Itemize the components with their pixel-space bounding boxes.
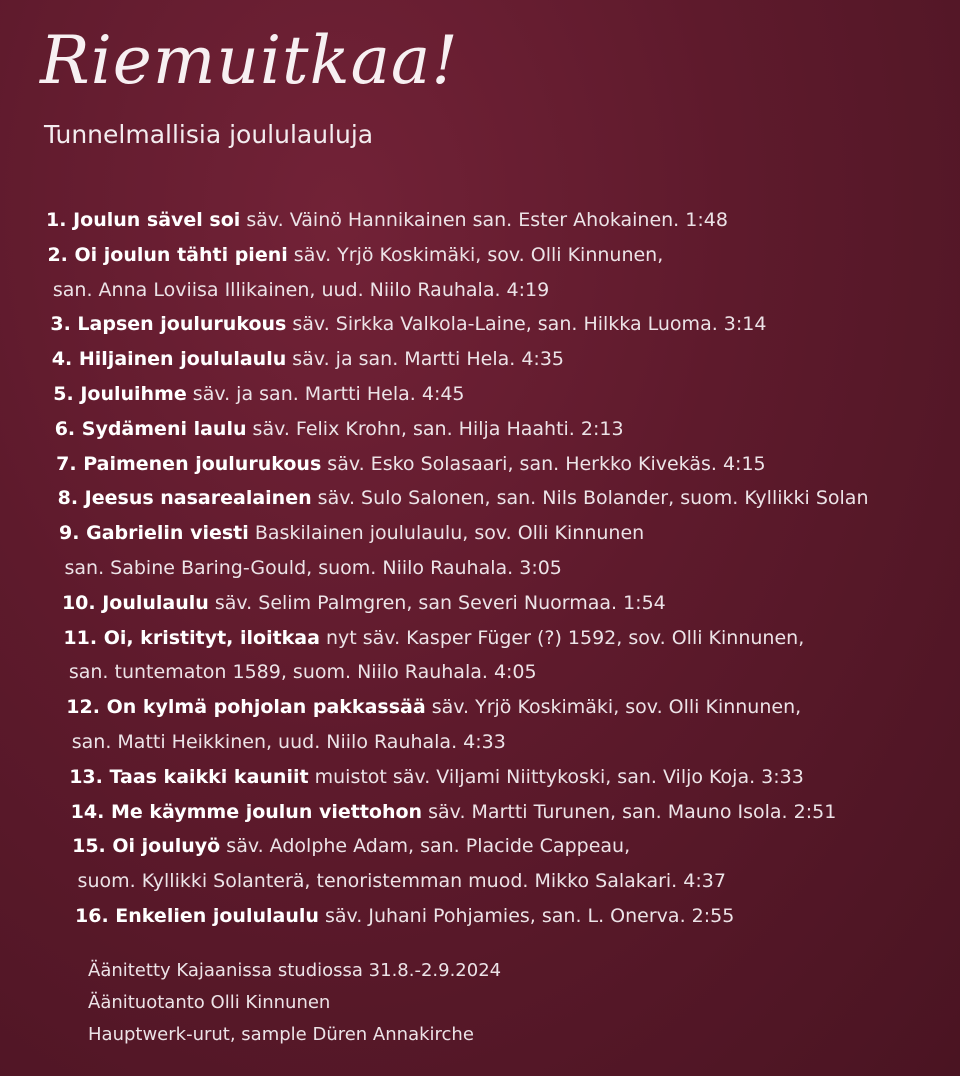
track-row — [0, 412, 960, 447]
track-row — [0, 203, 960, 238]
track-credits: säv. ja san. Martti Hela. 4:45 — [192, 382, 465, 405]
track-credits: säv. ja san. Martti Hela. 4:35 — [292, 348, 565, 371]
track-credits: san. Anna Loviisa Illikainen, uud. Niilo Rauhala. 4:19 — [52, 278, 550, 301]
track-title — [50, 313, 286, 335]
track-credits: säv. Sirkka Valkola-Laine, san. Hilkka Luoma. 3:14 — [292, 313, 767, 336]
track-number: 13. — [69, 765, 103, 788]
track-number: 4. — [51, 348, 73, 371]
track-number: 16. — [75, 904, 109, 927]
track-title — [62, 592, 209, 614]
track-credits: säv. Yrjö Koskimäki, sov. Olli Kinnunen, — [293, 243, 664, 266]
track-credits: säv. Martti Turunen, san. Mauno Isola. 2:51 — [428, 800, 837, 823]
track-number: 5. — [53, 382, 74, 405]
track-number: 8. — [57, 487, 79, 510]
track-credits: säv. Juhani Pohjamies, san. L. Onerva. 2:55 — [324, 904, 735, 927]
track-name: Oi joulun tähti pieni — [74, 243, 288, 266]
track-title — [47, 244, 287, 266]
track-row — [0, 377, 960, 412]
track-row — [0, 342, 960, 377]
track-row — [0, 586, 960, 621]
track-name: Me käymme joulun viettohon — [110, 800, 423, 823]
track-name: Oi jouluyö — [112, 835, 221, 858]
recording-notes — [88, 955, 501, 1051]
track-name: Enkelien joululaulu — [115, 904, 319, 927]
track-row-continuation — [0, 864, 960, 899]
track-title — [66, 696, 425, 718]
track-row — [0, 621, 960, 656]
track-number: 3. — [50, 313, 71, 336]
track-title — [63, 627, 320, 649]
track-title — [59, 522, 249, 544]
track-title — [46, 209, 240, 231]
track-name: Jeesus nasarealainen — [84, 487, 312, 510]
track-title — [72, 835, 220, 857]
track-number: 14. — [70, 800, 105, 823]
track-credits: säv. Felix Krohn, san. Hilja Haahti. 2:13 — [252, 417, 624, 440]
track-credits: san. Matti Heikkinen, uud. Niilo Rauhala. 4:33 — [71, 730, 506, 753]
track-name: Paimenen joulurukous — [83, 452, 322, 475]
track-row — [0, 899, 960, 934]
track-row-continuation — [0, 551, 960, 586]
track-row — [0, 516, 960, 551]
track-name: Joululaulu — [102, 591, 209, 614]
track-number: 9. — [59, 522, 80, 545]
track-name: On kylmä pohjolan pakkassää — [106, 696, 426, 719]
track-row — [0, 481, 960, 516]
note-line: Äänitetty Kajaanissa studiossa 31.8.-2.9.2024 — [88, 960, 502, 981]
track-credits: säv. Sulo Salonen, san. Nils Bolander, suom. Kyllikki Solan — [317, 487, 869, 510]
track-credits: säv. Esko Solasaari, san. Herkko Kivekäs. 4:15 — [327, 452, 766, 475]
track-number: 11. — [63, 626, 98, 649]
track-row-continuation — [0, 273, 960, 308]
track-number: 6. — [54, 417, 76, 440]
track-credits: säv. Yrjö Koskimäki, sov. Olli Kinnunen, — [431, 696, 802, 719]
track-row-continuation — [0, 655, 960, 690]
track-title — [71, 801, 422, 823]
track-title — [69, 766, 308, 788]
track-number: 7. — [56, 452, 77, 475]
track-title — [56, 453, 321, 475]
note-line: Äänituotanto Olli Kinnunen — [88, 992, 331, 1013]
track-credits: san. Sabine Baring-Gould, suom. Niilo Rauhala. 3:05 — [64, 556, 562, 579]
album-title: Riemuitkaa! — [40, 22, 459, 99]
track-title — [52, 348, 286, 370]
note-line: Hauptwerk-urut, sample Düren Annakirche — [88, 1024, 474, 1045]
track-row — [0, 447, 960, 482]
track-credits: suom. Kyllikki Solanterä, tenoristemman muod. Mikko Salakari. 4:37 — [77, 870, 726, 893]
track-title — [55, 418, 247, 440]
track-list — [0, 203, 960, 934]
track-credits: Baskilainen joululaulu, sov. Olli Kinnunen — [254, 522, 645, 545]
track-credits: nyt säv. Kasper Füger (?) 1592, sov. Olli Kinnunen, — [326, 626, 805, 649]
track-row — [0, 760, 960, 795]
track-row-continuation — [0, 725, 960, 760]
track-row — [0, 795, 960, 830]
track-name: Hiljainen joululaulu — [78, 348, 287, 371]
track-row — [0, 238, 960, 273]
track-name: Jouluihme — [80, 382, 187, 405]
track-number: 10. — [61, 591, 96, 614]
track-number: 2. — [47, 243, 68, 266]
track-credits: säv. Väinö Hannikainen san. Ester Ahokainen. 1:48 — [246, 209, 728, 231]
track-number: 1. — [46, 209, 67, 231]
track-row — [0, 829, 960, 864]
track-name: Joulun sävel soi — [73, 209, 241, 231]
track-title — [53, 383, 187, 405]
track-credits: säv. Adolphe Adam, san. Placide Cappeau, — [226, 835, 631, 858]
track-credits: san. tuntematon 1589, suom. Niilo Rauhala. 4:05 — [68, 661, 537, 684]
track-number: 12. — [66, 696, 100, 719]
track-name: Sydämeni laulu — [81, 417, 247, 440]
track-number: 15. — [72, 835, 106, 858]
track-credits: säv. Selim Palmgren, san Severi Nuormaa. 1:54 — [214, 591, 666, 614]
track-name: Lapsen joulurukous — [77, 313, 287, 336]
track-name: Gabrielin viesti — [86, 522, 249, 545]
album-subtitle: Tunnelmallisia joululauluja — [44, 120, 374, 149]
track-title — [58, 487, 312, 509]
track-row — [0, 307, 960, 342]
track-name: Taas kaikki kauniit — [109, 765, 309, 788]
track-row — [0, 690, 960, 725]
track-title — [75, 905, 319, 927]
track-credits: muistot säv. Viljami Niittykoski, san. Viljo Koja. 3:33 — [314, 765, 804, 788]
track-name: Oi, kristityt, iloitkaa — [103, 626, 320, 649]
